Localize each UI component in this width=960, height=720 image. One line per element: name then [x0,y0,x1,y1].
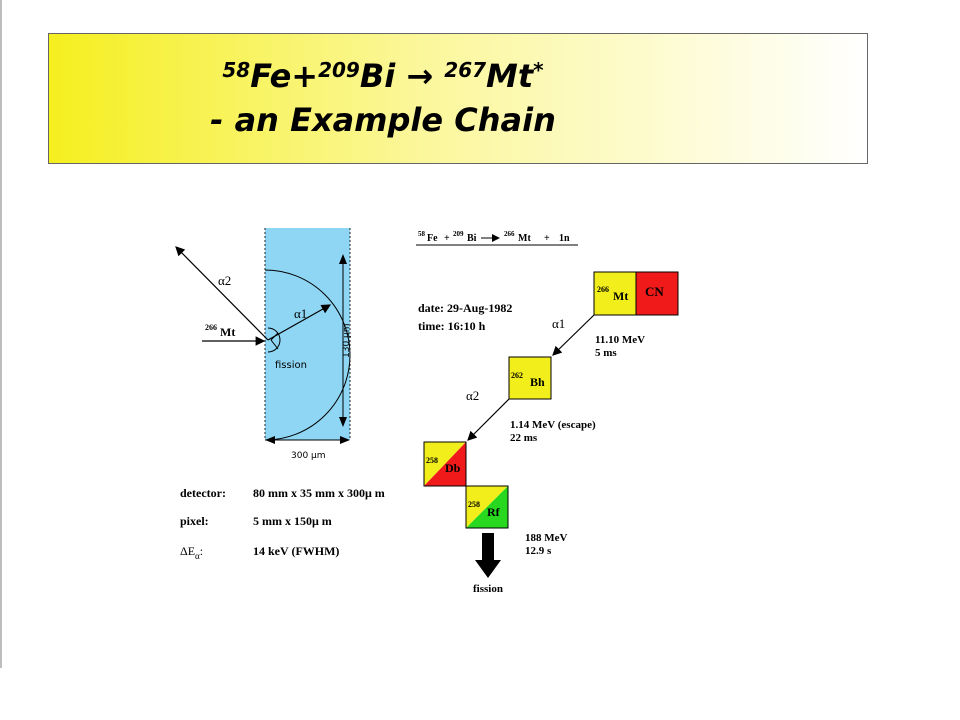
fission-arrow [475,533,501,578]
bi-mass-number: 209 [318,58,360,82]
decay2-time: 22 ms [510,432,538,444]
mt-mass: 266 [597,285,609,294]
spec-pixel-value: 5 mm x 150μ m [253,514,332,528]
width-label: 300 μm [291,451,326,461]
decay1-energy: 11.10 MeV [595,334,646,346]
fission-label: fission [275,360,307,371]
depth-label: 130 μm [342,323,352,358]
cn-label: CN [645,284,664,299]
eq-mt: Mt [518,233,531,244]
title-subtitle: - an Example Chain [210,101,556,139]
bh-mass: 262 [511,371,523,380]
reaction-equation [416,230,578,245]
eq-mt-mass: 266 [504,230,515,238]
fe-symbol: Fe+ [250,57,319,95]
mt-symbol-box: Mt [613,289,629,303]
rf-symbol: Rf [487,505,500,519]
detector-specs [180,486,385,561]
ion-symbol-label: Mt [220,325,236,339]
eq-plus: + [444,233,450,244]
decay3-time: 12.9 s [525,545,552,557]
decay1-time: 5 ms [595,347,617,359]
ion-mass-label: 266 [205,323,217,332]
mt-symbol: Mt [486,57,534,95]
detector-sketch [176,228,352,461]
final-fission-label: fission [473,583,503,595]
spec-detector-label: detector: [180,486,226,500]
decay2-energy: 1.14 MeV (escape) [510,419,596,431]
spec-resolution-value: 14 keV (FWHM) [253,544,340,558]
eq-fe: Fe [427,233,438,244]
mt-mass-number: 267 [444,58,487,82]
event-time: time: 16:10 h [418,319,486,333]
excited-star: * [533,58,544,82]
alpha1-label: α1 [294,306,308,321]
alpha2-label: α2 [218,273,232,288]
bh-symbol: Bh [530,375,545,389]
eq-bi: Bi [467,233,477,244]
eq-plus-n: + [544,233,550,244]
fe-mass-number: 58 [222,58,251,82]
alpha2-decay-arrow [468,399,509,440]
db-mass: 258 [426,456,438,465]
spec-pixel-label: pixel: [180,514,209,528]
spec-resolution-label: $\Delta E_\alpha$: [180,544,204,561]
bi-symbol: Bi [359,57,396,95]
spec-detector-value: 80 mm x 35 mm x 300μ m [253,486,385,500]
event-date: date: 29-Aug-1982 [418,301,513,315]
rf-mass: 258 [468,500,480,509]
eq-fe-mass: 58 [418,230,425,238]
db-symbol: Db [445,461,461,475]
chain-alpha2-label: α2 [466,388,480,403]
decay3-energy: 188 MeV [525,532,568,544]
eq-neutron: 1n [559,233,570,244]
eq-bi-mass: 209 [453,230,464,238]
chain-alpha1-label: α1 [552,316,566,331]
reaction-arrow: → [406,57,434,95]
